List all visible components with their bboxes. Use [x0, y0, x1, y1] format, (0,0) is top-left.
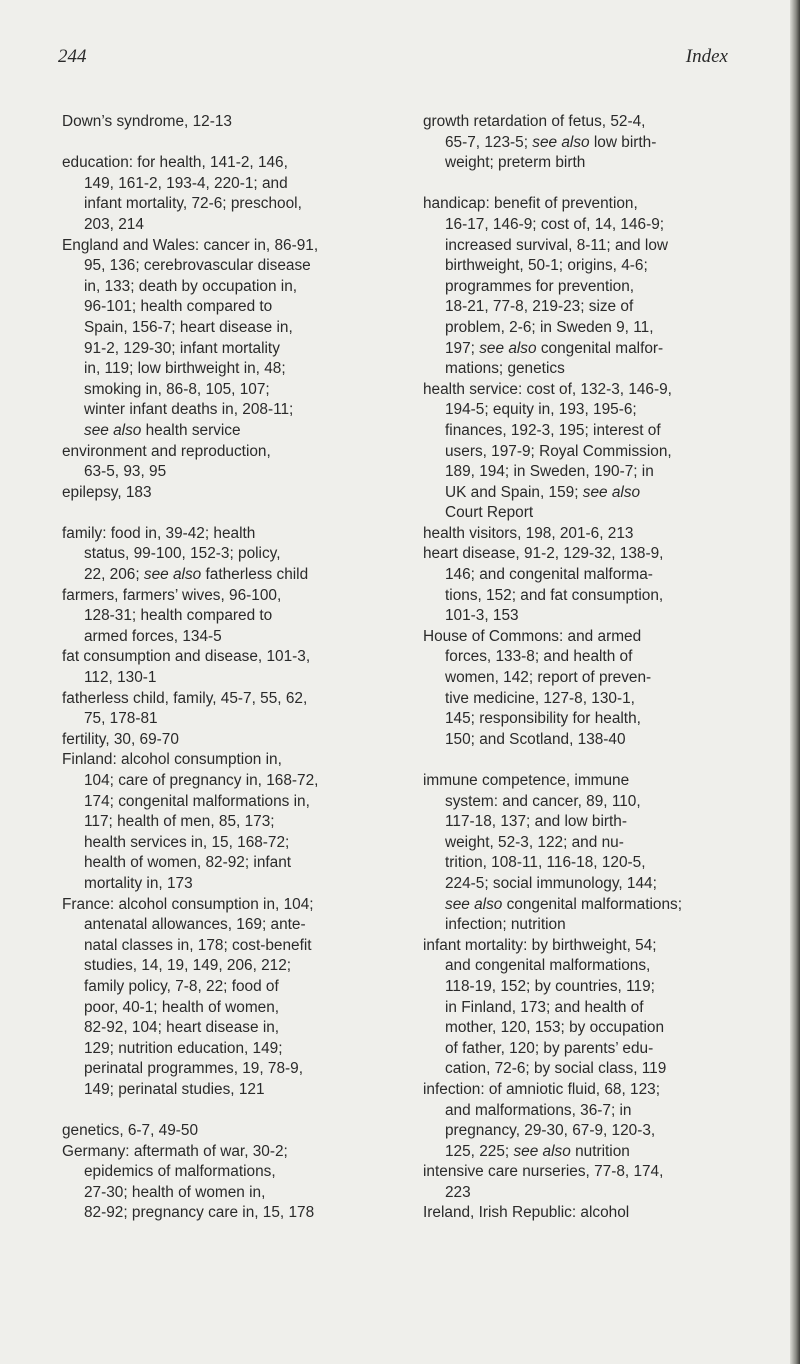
- index-entry-line: and congenital malformations,: [445, 957, 651, 975]
- index-entry-line: weight; preterm birth: [445, 154, 586, 172]
- index-entry-line: intensive care nurseries, 77-8, 174,: [423, 1163, 664, 1181]
- index-entry: [423, 1080, 768, 1162]
- index-entry: [62, 689, 402, 730]
- index-entry-line: 189, 194; in Sweden, 190-7; in: [445, 463, 654, 481]
- index-entry-line: problem, 2-6; in Sweden 9, 11,: [445, 318, 654, 336]
- index-entry-line: family: food in, 39-42; health: [62, 524, 256, 542]
- index-entry-line: armed forces, 134-5: [84, 627, 222, 645]
- index-entry-line: England and Wales: cancer in, 86-91,: [62, 236, 319, 254]
- index-entry: [423, 936, 768, 1080]
- letter-group-gap: [62, 133, 402, 154]
- index-entry-line: 63-5, 93, 95: [84, 463, 167, 481]
- index-entry-line: 65-7, 123-5; see also low birth-: [445, 133, 657, 151]
- index-entry-line: trition, 108-11, 116-18, 120-5,: [445, 854, 646, 872]
- index-entry: [62, 586, 402, 648]
- index-entry-line: infant mortality: by birthweight, 54;: [423, 936, 657, 954]
- index-entry-line: poor, 40-1; health of women,: [84, 998, 280, 1016]
- index-entry-line: fatherless child, family, 45-7, 55, 62,: [62, 689, 308, 707]
- index-entry-line: 203, 214: [84, 215, 144, 233]
- index-entry-line: 145; responsibility for health,: [445, 710, 641, 728]
- index-entry: [62, 153, 402, 235]
- index-entry-line: 117-18, 137; and low birth-: [445, 813, 627, 831]
- index-entry-line: 174; congenital malformations in,: [84, 792, 310, 810]
- index-entry-line: 197; see also congenital malfor-: [445, 339, 664, 357]
- index-entry-line: education: for health, 141-2, 146,: [62, 154, 288, 172]
- index-entry-line: programmes for prevention,: [445, 277, 635, 295]
- index-entry: [62, 483, 402, 504]
- index-entry-line: epidemics of malformations,: [84, 1163, 276, 1181]
- index-entry-line: women, 142; report of preven-: [445, 669, 652, 687]
- index-entry-line: 118-19, 152; by countries, 119;: [445, 977, 655, 995]
- index-entry: [423, 194, 768, 379]
- index-entry-line: infection; nutrition: [445, 916, 566, 934]
- index-entry-line: genetics, 6-7, 49-50: [62, 1122, 199, 1140]
- index-entry-line: fertility, 30, 69-70: [62, 730, 179, 748]
- index-entry-line: forces, 133-8; and health of: [445, 648, 633, 666]
- index-entry-line: 224-5; social immunology, 144;: [445, 874, 657, 892]
- index-entry-line: cation, 72-6; by social class, 119: [445, 1060, 667, 1078]
- book-spine-edge: [790, 0, 800, 1364]
- index-entry-line: system: and cancer, 89, 110,: [445, 792, 641, 810]
- index-entry-line: studies, 14, 19, 149, 206, 212;: [84, 957, 292, 975]
- index-entry-line: health visitors, 198, 201-6, 213: [423, 524, 634, 542]
- index-entry-line: Germany: aftermath of war, 30-2;: [62, 1142, 288, 1160]
- index-entry: [423, 380, 768, 524]
- index-entry-line: France: alcohol consumption in, 104;: [62, 895, 314, 913]
- index-entry: [62, 730, 402, 751]
- index-entry-line: winter infant deaths in, 208-11;: [84, 401, 294, 419]
- index-entry-line: 112, 130-1: [84, 669, 157, 687]
- index-entry-line: Spain, 156-7; heart disease in,: [84, 318, 293, 336]
- index-entry-line: 96-101; health compared to: [84, 298, 273, 316]
- letter-group-gap: [62, 1101, 402, 1122]
- index-entry-line: 91-2, 129-30; infant mortality: [84, 339, 280, 357]
- index-entry: [62, 524, 402, 586]
- index-entry-line: perinatal programmes, 19, 78-9,: [84, 1060, 304, 1078]
- index-entry-line: family policy, 7-8, 22; food of: [84, 977, 279, 995]
- index-entry: [423, 524, 768, 545]
- index-entry-line: tive medicine, 127-8, 130-1,: [445, 689, 635, 707]
- index-entry-line: 75, 178-81: [84, 710, 158, 728]
- index-entry: [423, 627, 768, 751]
- index-entry-line: birthweight, 50-1; origins, 4-6;: [445, 257, 648, 275]
- index-entry-line: infection: of amniotic fluid, 68, 123;: [423, 1080, 660, 1098]
- index-entry: [62, 236, 402, 442]
- index-entry-line: see also health service: [84, 421, 241, 439]
- index-entry-line: mations; genetics: [445, 360, 565, 378]
- index-entry-line: status, 99-100, 152-3; policy,: [84, 545, 281, 563]
- index-entry-line: UK and Spain, 159; see also: [445, 483, 641, 501]
- index-entry-line: finances, 192-3, 195; interest of: [445, 421, 661, 439]
- index-entry-line: mother, 120, 153; by occupation: [445, 1019, 665, 1037]
- index-entry-line: growth retardation of fetus, 52-4,: [423, 113, 646, 130]
- index-entry-line: antenatal allowances, 169; ante-: [84, 916, 306, 934]
- index-entry-line: weight, 52-3, 122; and nu-: [445, 833, 624, 851]
- index-entry-line: 223: [445, 1183, 471, 1201]
- index-entry-line: House of Commons: and armed: [423, 627, 642, 645]
- index-entry-line: tions, 152; and fat consumption,: [445, 586, 664, 604]
- index-entry-line: 129; nutrition education, 149;: [84, 1039, 283, 1057]
- index-entry-line: 150; and Scotland, 138-40: [445, 730, 626, 748]
- index-entry-line: 27-30; health of women in,: [84, 1183, 266, 1201]
- index-entry-line: increased survival, 8-11; and low: [445, 236, 668, 254]
- index-entry-line: in Finland, 173; and health of: [445, 998, 644, 1016]
- index-entry-line: infant mortality, 72-6; preschool,: [84, 195, 302, 213]
- index-entry-line: 128-31; health compared to: [84, 607, 273, 625]
- index-entry: [62, 112, 402, 133]
- index-entry-line: handicap: benefit of prevention,: [423, 195, 638, 213]
- index-entry-line: 22, 206; see also fatherless child: [84, 566, 309, 584]
- letter-group-gap: [423, 750, 768, 771]
- index-entry-line: health service: cost of, 132-3, 146-9,: [423, 380, 672, 398]
- index-entry-line: environment and reproduction,: [62, 442, 271, 460]
- index-entry: [423, 1203, 768, 1224]
- index-entry: [62, 442, 402, 483]
- index-entry-line: pregnancy, 29-30, 67-9, 120-3,: [445, 1122, 656, 1140]
- index-entry: [62, 1121, 402, 1142]
- index-entry-line: 18-21, 77-8, 219-23; size of: [445, 298, 634, 316]
- index-entry-line: 16-17, 146-9; cost of, 14, 146-9;: [445, 215, 665, 233]
- index-entry-line: 125, 225; see also nutrition: [445, 1142, 630, 1160]
- index-entry-line: 117; health of men, 85, 173;: [84, 813, 275, 831]
- index-entry-line: in, 133; death by occupation in,: [84, 277, 298, 295]
- index-entry-line: of father, 120; by parents’ edu-: [445, 1039, 654, 1057]
- index-entry-line: Ireland, Irish Republic: alcohol: [423, 1204, 630, 1222]
- index-entry-line: health of women, 82-92; infant: [84, 854, 292, 872]
- page-number: 244: [58, 46, 87, 67]
- letter-group-gap: [423, 174, 768, 195]
- index-column-left: [62, 112, 402, 1224]
- index-entry: [423, 112, 768, 174]
- index-entry-line: farmers, farmers’ wives, 96-100,: [62, 586, 282, 604]
- index-entry-line: 149; perinatal studies, 121: [84, 1080, 265, 1098]
- index-entry: [423, 771, 768, 936]
- index-entry-line: epilepsy, 183: [62, 483, 152, 501]
- index-entry-line: fat consumption and disease, 101-3,: [62, 648, 311, 666]
- index-entry-line: users, 197-9; Royal Commission,: [445, 442, 672, 460]
- index-entry-line: heart disease, 91-2, 129-32, 138-9,: [423, 545, 664, 563]
- index-entry-line: Finland: alcohol consumption in,: [62, 751, 282, 769]
- index-entry-line: 101-3, 153: [445, 607, 519, 625]
- index-entry-line: 194-5; equity in, 193, 195-6;: [445, 401, 637, 419]
- index-entry: [62, 750, 402, 894]
- index-entry-line: natal classes in, 178; cost-benefit: [84, 936, 312, 954]
- index-entry-line: mortality in, 173: [84, 874, 193, 892]
- index-entry-line: 146; and congenital malforma-: [445, 566, 653, 584]
- index-entry: [423, 1162, 768, 1203]
- index-entry-line: 82-92, 104; heart disease in,: [84, 1019, 280, 1037]
- index-entry-line: health services in, 15, 168-72;: [84, 833, 290, 851]
- index-entry-line: 104; care of pregnancy in, 168-72,: [84, 772, 319, 789]
- index-entry: [62, 647, 402, 688]
- index-entry: [62, 1142, 402, 1224]
- index-column-right: [423, 112, 768, 1224]
- index-entry-line: 149, 161-2, 193-4, 220-1; and: [84, 174, 288, 192]
- index-entry: [423, 544, 768, 626]
- index-entry-line: see also congenital malformations;: [445, 895, 682, 913]
- index-entry-line: in, 119; low birthweight in, 48;: [84, 360, 286, 378]
- index-entry-line: 82-92; pregnancy care in, 15, 178: [84, 1204, 315, 1222]
- index-entry-line: Down’s syndrome, 12-13: [62, 113, 232, 130]
- index-entry: [62, 895, 402, 1101]
- page-header: [58, 46, 728, 76]
- running-title: Index: [685, 46, 728, 67]
- index-entry-line: smoking in, 86-8, 105, 107;: [84, 380, 270, 398]
- index-entry-line: and malformations, 36-7; in: [445, 1101, 632, 1119]
- letter-group-gap: [62, 503, 402, 524]
- index-entry-line: 95, 136; cerebrovascular disease: [84, 257, 311, 275]
- index-entry-line: immune competence, immune: [423, 772, 630, 789]
- index-entry-line: Court Report: [445, 504, 534, 522]
